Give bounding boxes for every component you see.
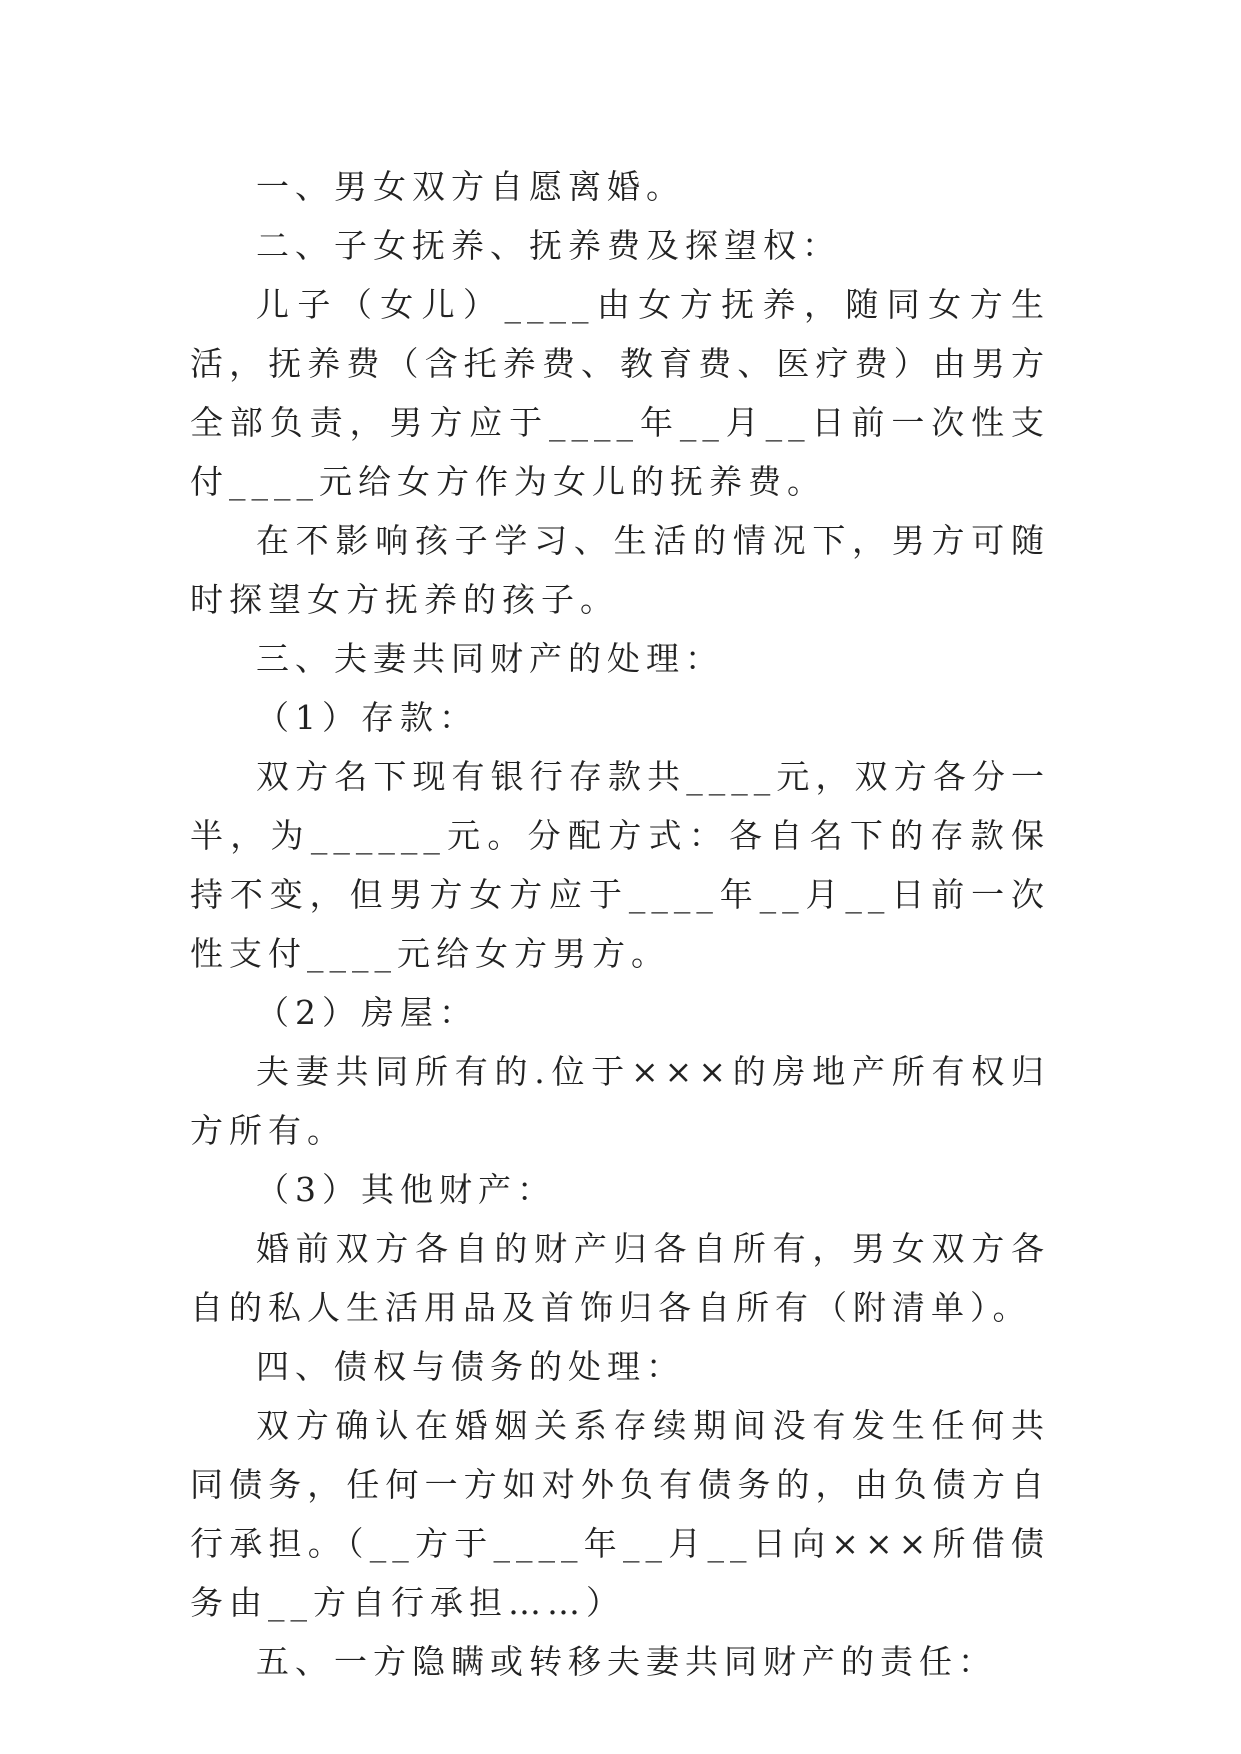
paragraph-house: 夫妻共同所有的.位于×××的房地产所有权归 方所有。 bbox=[190, 1052, 1050, 1150]
subheading-house: （2）房屋： bbox=[256, 993, 478, 1032]
section-heading-3: 三、夫妻共同财产的处理： bbox=[256, 639, 724, 678]
document-body bbox=[190, 157, 1050, 1691]
subheading-deposits: （1）存款： bbox=[256, 698, 478, 737]
paragraph-deposits: 双方名下现有银行存款共____元，双方各分一半，为______元。分配方式：各自名下的存款保持不变，但男方女方应于____年__月__日前一次性支付____元给女方男方。 bbox=[190, 757, 1050, 973]
paragraph-child-custody: 儿子（女儿）____由女方抚养，随同女方生活，抚养费（含托养费、教育费、医疗费）由男方全部负责，男方应于____年__月__日前一次性支付____元给女方作为女儿的抚养费。 bbox=[190, 285, 1050, 501]
paragraph-debts: 双方确认在婚姻关系存续期间没有发生任何共同债务，任何一方如对外负有债务的，由负债方自行承担。（__方于____年__月__日向×××所借债务由__方自行承担……） bbox=[190, 1406, 1050, 1622]
section-heading-5: 五、一方隐瞒或转移夫妻共同财产的责任： bbox=[256, 1642, 997, 1681]
section-heading-4: 四、债权与债务的处理： bbox=[256, 1347, 685, 1386]
paragraph-visitation: 在不影响孩子学习、生活的情况下，男方可随时探望女方抚养的孩子。 bbox=[190, 521, 1050, 619]
section-heading-1: 一、男女双方自愿离婚。 bbox=[256, 167, 685, 206]
subheading-other-property: （3）其他财产： bbox=[256, 1170, 556, 1209]
section-heading-2: 二、子女抚养、抚养费及探望权： bbox=[256, 226, 841, 265]
paragraph-other-property: 婚前双方各自的财产归各自所有，男女双方各自的私人生活用品及首饰归各自所有（附清单）。 bbox=[190, 1229, 1050, 1327]
